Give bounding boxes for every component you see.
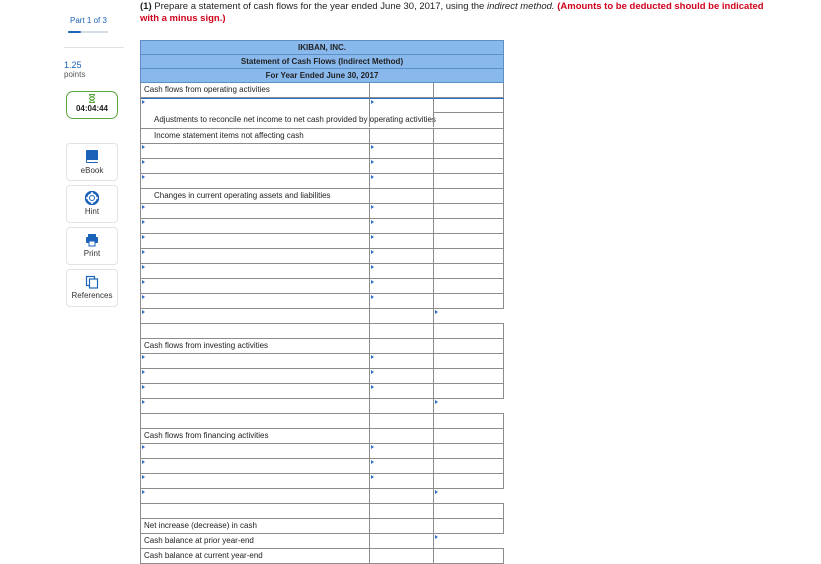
financing-header-row <box>140 429 504 444</box>
spacer-row <box>140 414 504 429</box>
non-cash-label: Income statement items not affecting cash <box>154 131 304 140</box>
amount-input[interactable] <box>369 264 434 278</box>
table-row <box>140 474 504 489</box>
table-row <box>140 354 504 369</box>
instruction-note: (Amounts to be deducted should be indicated with a minus sign.) <box>140 1 764 24</box>
current-cash-label: Cash balance at current year-end <box>144 551 263 560</box>
amount-input[interactable] <box>369 369 434 383</box>
amount-input[interactable] <box>369 444 434 458</box>
table-row <box>140 399 504 414</box>
net-change-row <box>140 519 504 534</box>
print-button[interactable] <box>66 227 118 265</box>
amount-input[interactable] <box>369 234 434 248</box>
amount-input[interactable] <box>369 144 434 158</box>
amount-input[interactable] <box>369 174 434 188</box>
table-row <box>140 384 504 399</box>
table-row <box>140 234 504 249</box>
points-value: 1.25 <box>64 60 82 70</box>
non-cash-row <box>140 129 504 144</box>
account-dropdown[interactable] <box>141 174 369 188</box>
operating-label: Cash flows from operating activities <box>144 85 270 94</box>
total-label-dropdown[interactable] <box>141 399 369 413</box>
print-label: Print <box>83 249 101 258</box>
total-input[interactable] <box>433 309 504 323</box>
total-label-dropdown[interactable] <box>141 489 369 503</box>
points-label: points <box>64 70 86 79</box>
references-button[interactable] <box>66 269 118 307</box>
account-dropdown[interactable] <box>141 98 369 113</box>
adjustments-row <box>140 113 504 129</box>
amount-input[interactable] <box>369 204 434 218</box>
table-row <box>140 294 504 309</box>
table-row <box>140 144 504 159</box>
ebook-label: eBook <box>80 166 104 175</box>
net-change-value <box>433 519 504 533</box>
timer-text: 04:04:44 <box>75 104 109 113</box>
table-row <box>140 369 504 384</box>
lifebuoy-icon <box>85 191 99 205</box>
net-change-label: Net increase (decrease) in cash <box>144 521 257 530</box>
copy-icon <box>85 275 99 289</box>
table-row <box>140 204 504 219</box>
book-icon <box>85 149 99 164</box>
hint-label: Hint <box>84 207 100 216</box>
prior-cash-row <box>140 534 504 549</box>
amount-input[interactable] <box>369 159 434 173</box>
table-row <box>140 219 504 234</box>
spacer-row <box>140 324 504 339</box>
operating-header-row <box>140 83 504 98</box>
table-row <box>140 309 504 324</box>
account-dropdown[interactable] <box>141 159 369 173</box>
prior-cash-label: Cash balance at prior year-end <box>144 536 254 545</box>
hourglass-icon <box>88 94 96 103</box>
account-dropdown[interactable] <box>141 279 369 293</box>
total-input[interactable] <box>433 489 504 503</box>
part-progress-bar <box>68 31 108 33</box>
references-label: References <box>71 291 113 300</box>
statement-title: Statement of Cash Flows (Indirect Method) <box>140 54 504 68</box>
table-row <box>140 444 504 459</box>
cash-flow-statement <box>140 40 504 564</box>
company-name: IKIBAN, INC. <box>140 40 504 54</box>
investing-label: Cash flows from investing activities <box>144 341 269 350</box>
account-dropdown[interactable] <box>141 294 369 308</box>
account-dropdown[interactable] <box>141 369 369 383</box>
account-dropdown[interactable] <box>141 234 369 248</box>
divider <box>64 47 124 48</box>
financing-label: Cash flows from financing activities <box>144 431 269 440</box>
amount-input[interactable] <box>369 98 434 113</box>
sidebar <box>0 0 126 539</box>
table-row <box>140 98 504 113</box>
account-dropdown[interactable] <box>141 219 369 233</box>
part-progress-fill <box>68 31 81 33</box>
table-row <box>140 264 504 279</box>
total-input[interactable] <box>433 399 504 413</box>
printer-icon <box>85 233 99 247</box>
account-dropdown[interactable] <box>141 444 369 458</box>
amount-input[interactable] <box>369 279 434 293</box>
account-dropdown[interactable] <box>141 264 369 278</box>
account-dropdown[interactable] <box>141 354 369 368</box>
table-row <box>140 249 504 264</box>
amount-input[interactable] <box>369 294 434 308</box>
amount-input[interactable] <box>369 354 434 368</box>
amount-input[interactable] <box>369 249 434 263</box>
instructions <box>140 1 780 25</box>
current-cash-value <box>433 549 504 563</box>
investing-header-row <box>140 339 504 354</box>
table-row <box>140 159 504 174</box>
hint-button[interactable] <box>66 185 118 223</box>
instruction-number: (1) <box>140 1 152 12</box>
account-dropdown[interactable] <box>141 459 369 473</box>
account-dropdown[interactable] <box>141 249 369 263</box>
changes-row <box>140 189 504 204</box>
instruction-text: Prepare a statement of cash flows for the year ended June 30, 2017, using the <box>151 1 487 12</box>
table-row <box>140 489 504 504</box>
amount-input[interactable] <box>369 384 434 398</box>
amount-input[interactable] <box>369 459 434 473</box>
part-indicator: Part 1 of 3 <box>70 16 107 25</box>
account-dropdown[interactable] <box>141 144 369 158</box>
table-row <box>140 279 504 294</box>
account-dropdown[interactable] <box>141 384 369 398</box>
spacer-row <box>140 504 504 519</box>
amount-input[interactable] <box>369 219 434 233</box>
timer-badge <box>66 91 118 119</box>
account-dropdown[interactable] <box>141 204 369 218</box>
total-label-dropdown[interactable] <box>141 309 369 323</box>
statement-period: For Year Ended June 30, 2017 <box>140 68 504 83</box>
current-cash-row <box>140 549 504 564</box>
table-row <box>140 174 504 189</box>
table-row <box>140 459 504 474</box>
ebook-button[interactable] <box>66 143 118 181</box>
prior-cash-input[interactable] <box>433 534 504 548</box>
adjustments-label: Adjustments to reconcile net income to net cash provided by operating activities <box>154 115 436 124</box>
instruction-method: indirect method. <box>486 1 555 12</box>
changes-label: Changes in current operating assets and liabilities <box>154 191 331 200</box>
account-dropdown[interactable] <box>141 474 369 488</box>
amount-input[interactable] <box>369 474 434 488</box>
